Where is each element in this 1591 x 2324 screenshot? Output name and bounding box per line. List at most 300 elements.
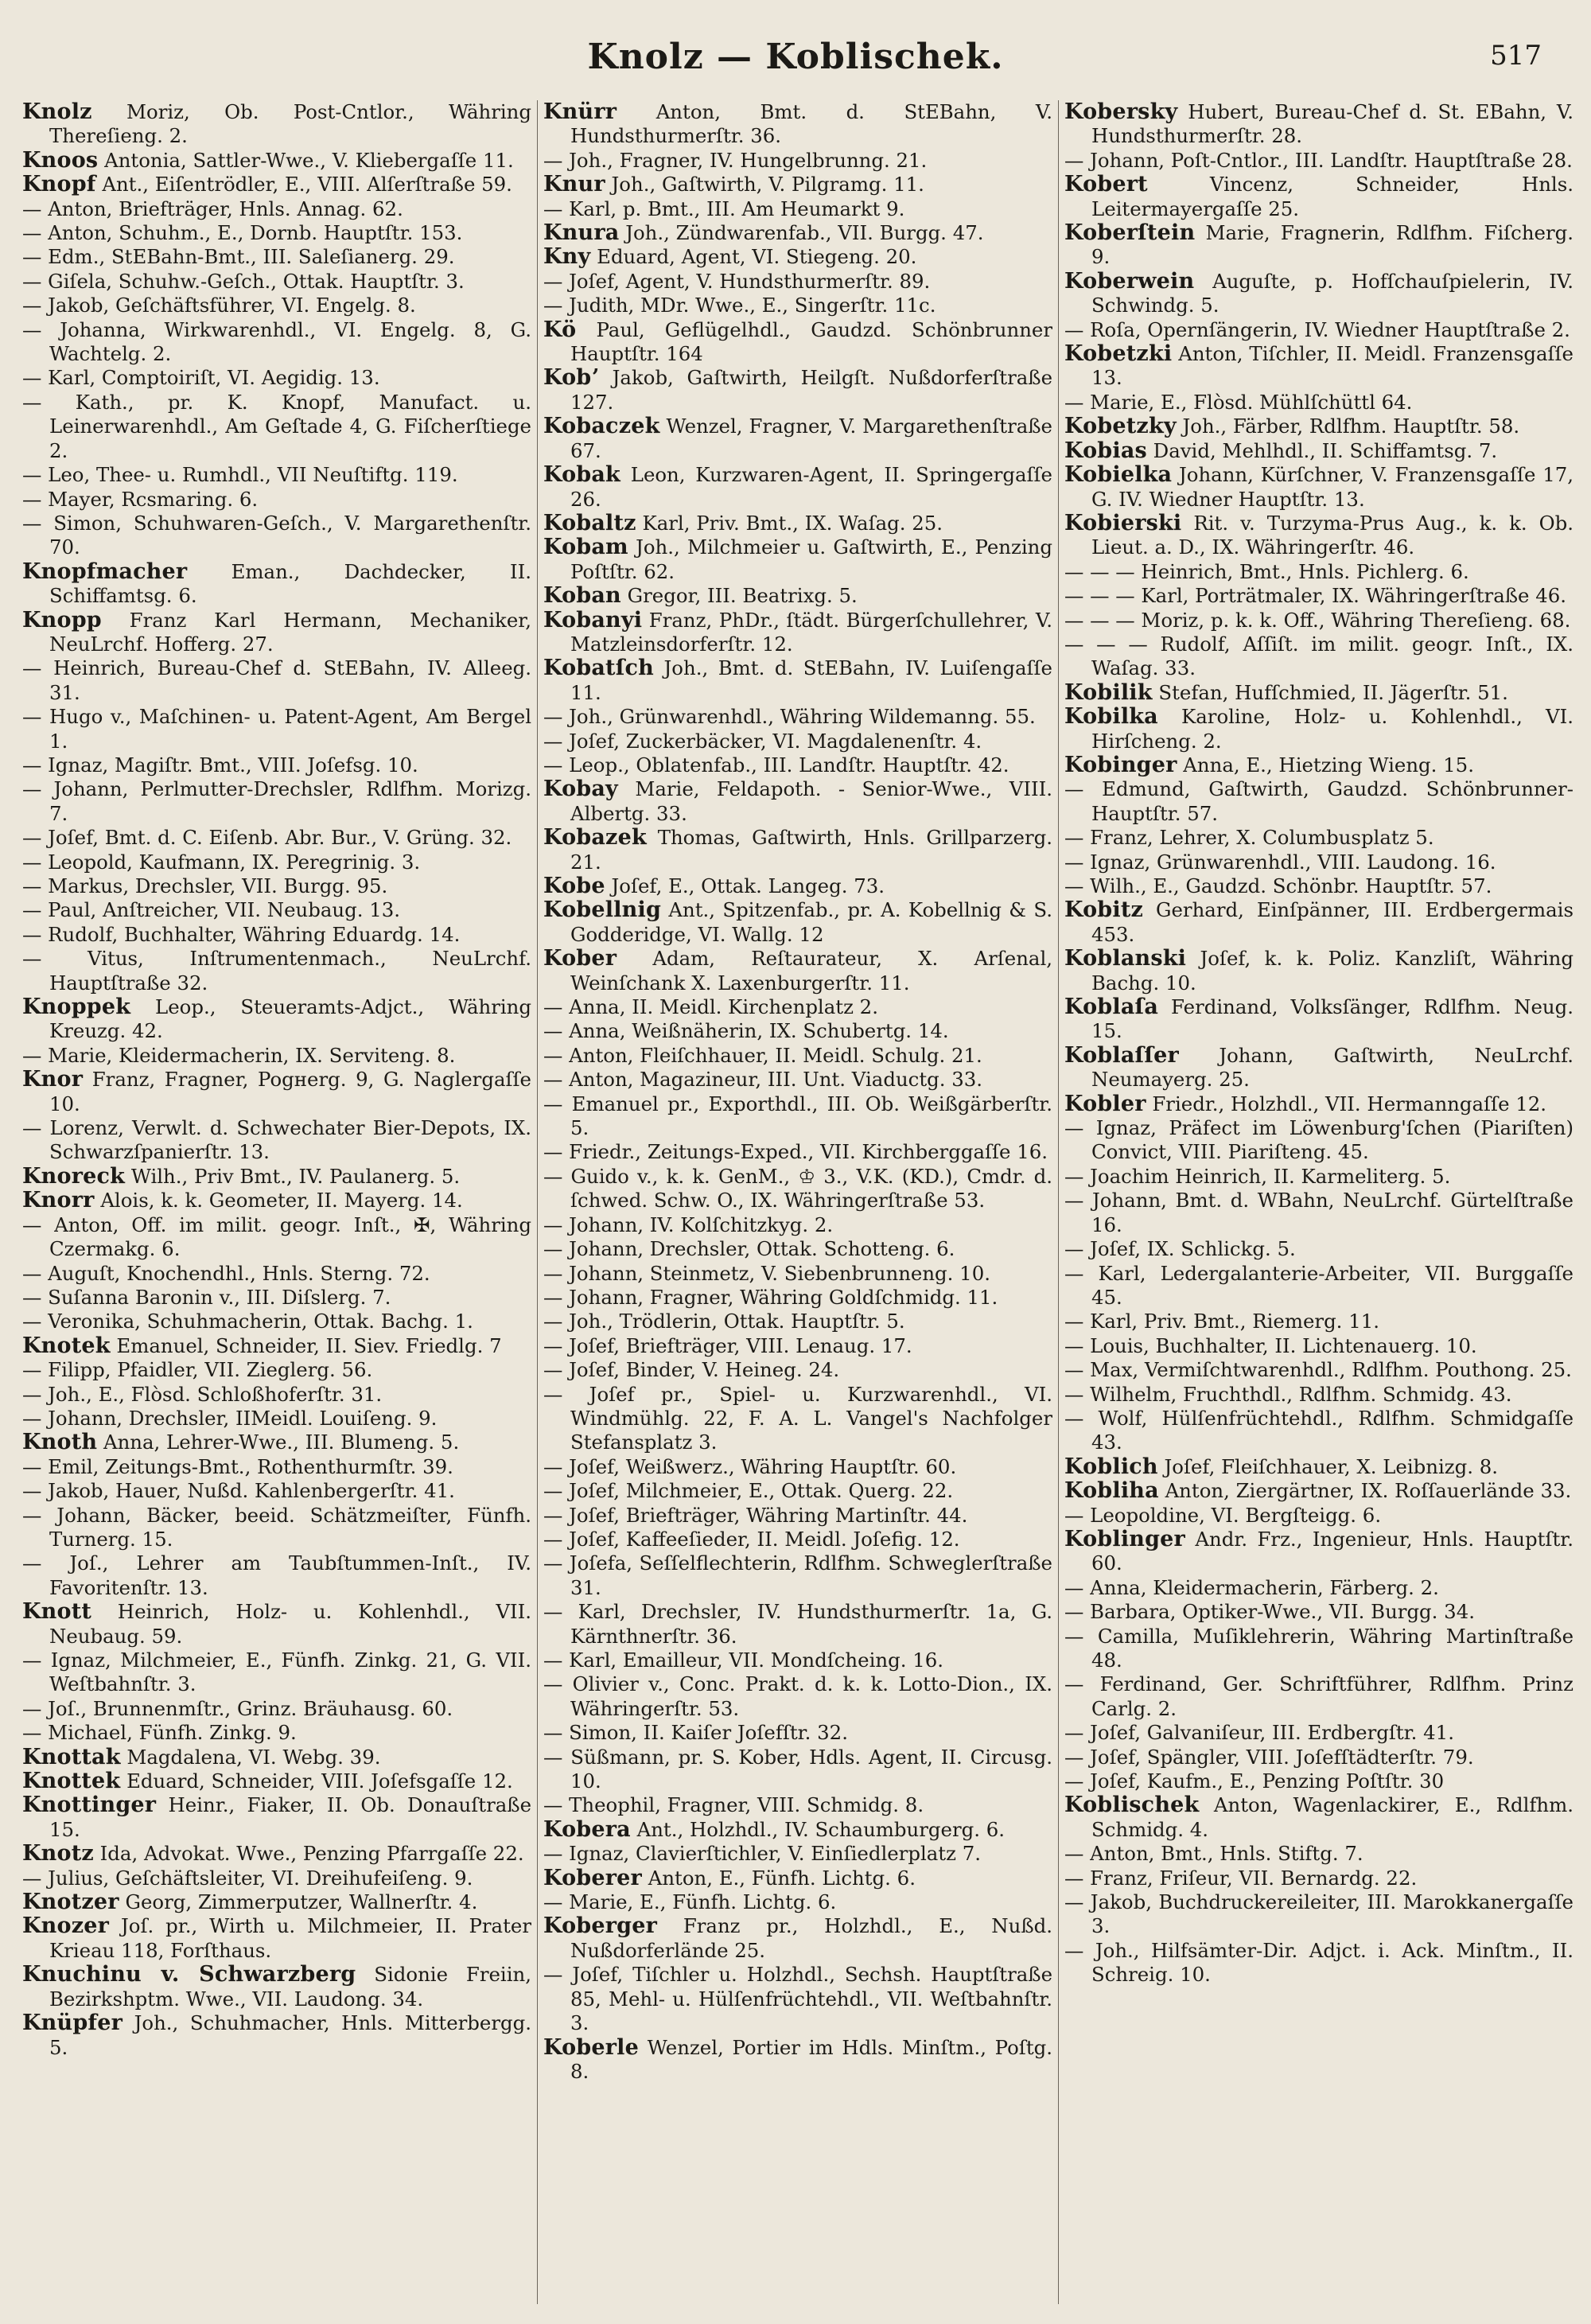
entry-details: — Jakob, Hauer, Nußd. Kahlenbergerſtr. 41. xyxy=(22,1479,455,1503)
entry-surname: Koblaſa xyxy=(1064,995,1159,1020)
directory-entry xyxy=(22,245,531,269)
entry-details: — Leopoldine, VI. Bergſteigg. 6. xyxy=(1064,1503,1382,1527)
entry-details: — Joſef pr., Spiel- u. Kurzwarenhdl., VI. Windmühlg. 22, F. A. L. Vangel's Nachfolger Stefansplatz 3. xyxy=(543,1382,1052,1454)
directory-entry xyxy=(22,1286,531,1310)
directory-entry xyxy=(22,1189,531,1213)
directory-entry xyxy=(543,777,1052,826)
entry-surname: Knor xyxy=(22,1067,84,1092)
directory-entry xyxy=(22,753,531,777)
directory-entry xyxy=(22,1358,531,1382)
directory-entry xyxy=(22,463,531,487)
entry-surname: Kobilka xyxy=(1064,704,1158,730)
entry-details: Gerhard, Einſpänner, III. Erdbergermais 453. xyxy=(1091,898,1573,946)
entry-details: — Veronika, Schuhmacherin, Ottak. Bachg. 1. xyxy=(22,1310,473,1333)
entry-details: Ant., Holzhdl., IV. Schaumburgerg. 6. xyxy=(630,1817,1006,1841)
directory-entry xyxy=(1064,1842,1573,1866)
directory-entry xyxy=(1064,826,1573,850)
directory-entry xyxy=(1064,874,1573,898)
directory-entry xyxy=(22,1890,531,1914)
entry-details: — Julius, Geſchäftsleiter, VI. Dreihufeiſeng. 9. xyxy=(22,1866,473,1890)
entry-details: — Wolf, Hülſenfrüchtehdl., Rdlfhm. Schmidgaſſe 43. xyxy=(1064,1406,1573,1454)
directory-entry xyxy=(1064,318,1573,342)
directory-entry xyxy=(1064,415,1573,438)
entry-surname: Kobanyi xyxy=(543,607,643,633)
entry-details: — Joſef, Kaffeeſieder, II. Meidl. Joſefig. 12. xyxy=(543,1527,960,1551)
directory-entry xyxy=(543,1963,1052,2035)
directory-entry xyxy=(1064,1721,1573,1745)
directory-entry xyxy=(543,874,1052,898)
entry-surname: Knüpfer xyxy=(22,2011,123,2036)
entry-details: — Joſef, Zuckerbäcker, VI. Magdalenenſtr. 4. xyxy=(543,729,982,753)
directory-entry xyxy=(1064,463,1573,512)
directory-entry xyxy=(22,1213,531,1262)
directory-entry xyxy=(22,656,531,705)
entry-details: — Anton, Bmt., Hnls. Stiftg. 7. xyxy=(1064,1842,1363,1866)
directory-entry xyxy=(543,1334,1052,1358)
entry-surname: Kobak xyxy=(543,462,620,488)
entry-details: — Anna, Kleidermacherin, Färberg. 2. xyxy=(1064,1575,1439,1599)
directory-entry xyxy=(543,995,1052,1019)
entry-details: Vincenz, Schneider, Hnls. Leitermayergaſſe 25. xyxy=(1091,173,1573,220)
directory-entry xyxy=(543,173,1052,197)
directory-entry xyxy=(22,923,531,947)
directory-entry xyxy=(1064,1528,1573,1576)
page-number: 517 xyxy=(1490,40,1542,72)
entry-surname: Knotz xyxy=(22,1841,94,1867)
entry-details: — Max, Vermiſchtwarenhdl., Rdlfhm. Pouthong. 25. xyxy=(1064,1358,1572,1382)
entry-details: Joſef, E., Ottak. Langeg. 73. xyxy=(605,874,885,897)
entry-details: — Roſa, Opernſängerin, IV. Wiedner Hauptſtraße 2. xyxy=(1064,317,1570,341)
directory-entry xyxy=(1064,753,1573,777)
column-right xyxy=(1064,100,1573,2304)
entry-details: — Joſef, Galvaniſeur, III. Erdbergſtr. 41. xyxy=(1064,1721,1454,1745)
entry-surname: Knozer xyxy=(22,1913,110,1939)
entry-details: Joh., Gaſtwirth, V. Pilgramg. 11. xyxy=(605,173,924,197)
entry-details: Friedr., Holzhdl., VII. Hermanngaſſe 12. xyxy=(1146,1092,1547,1115)
entry-surname: Koberer xyxy=(543,1865,642,1890)
entry-details: — Barbara, Optiker-Wwe., VII. Burgg. 34. xyxy=(1064,1600,1475,1624)
entry-details: Stefan, Hufſchmied, II. Jägerſtr. 51. xyxy=(1152,680,1508,704)
entry-details: Joſef, k. k. Poliz. Kanzliſt, Währing Bachg. 10. xyxy=(1091,947,1573,995)
directory-entry xyxy=(22,705,531,753)
entry-details: Eduard, Agent, VI. Stiegeng. 20. xyxy=(590,245,917,269)
entry-surname: Knuchinu v. Schwarzberg xyxy=(22,1962,356,1987)
entry-details: — Heinrich, Bureau-Chef d. StEBahn, IV. Alleeg. 31. xyxy=(22,656,531,704)
entry-details: Ida, Advokat. Wwe., Penzing Pfarrgaſſe 22. xyxy=(93,1842,524,1866)
entry-details: — Leop., Oblatenfab., III. Landſtr. Hauptſtr. 42. xyxy=(543,753,1009,777)
entry-details: — Anna, II. Meidl. Kirchenplatz 2. xyxy=(543,995,878,1019)
directory-entry xyxy=(1064,1044,1573,1092)
entry-details: Leop., Steueramts-Adjct., Währing Kreuzg. 42. xyxy=(49,995,531,1043)
entry-details: Joſ. pr., Wirth u. Milchmeier, II. Prater Krieau 118, Forſthaus. xyxy=(49,1914,531,1962)
entry-details: — Johann, Bäcker, beeid. Schätzmeiſter, Fünfh. Turnerg. 15. xyxy=(22,1503,531,1551)
entry-details: Sidonie Freiin, Bezirkshptm. Wwe., VII. Laudong. 34. xyxy=(49,1963,531,2011)
directory-entry xyxy=(22,1551,531,1600)
directory-entry xyxy=(1064,1504,1573,1528)
directory-entry xyxy=(22,1383,531,1407)
entry-details: — Karl, Priv. Bmt., Riemerg. 11. xyxy=(1064,1310,1379,1333)
directory-entry xyxy=(1064,705,1573,753)
directory-entry xyxy=(22,947,531,995)
column-divider xyxy=(1058,100,1059,2304)
entry-surname: Koblanski xyxy=(1064,946,1187,971)
directory-entry xyxy=(543,318,1052,367)
entry-details: Eduard, Schneider, VIII. Joſefsgaſſe 12. xyxy=(120,1769,513,1793)
entry-surname: Knottak xyxy=(22,1744,121,1769)
directory-entry xyxy=(543,294,1052,317)
directory-entry xyxy=(1064,1116,1573,1165)
entry-details: Heinr., Fiaker, II. Ob. Donauſtraße 15. xyxy=(49,1793,531,1841)
directory-entry xyxy=(543,1672,1052,1721)
directory-entry xyxy=(22,1842,531,1866)
directory-entry xyxy=(22,2011,531,2060)
directory-entry xyxy=(22,1407,531,1431)
entry-details: — Leo, Thee- u. Rumhdl., VII Neuſtiftg. 119. xyxy=(22,463,458,487)
entry-details: — Emanuel pr., Exporthdl., III. Ob. Weißgärberſtr. 5. xyxy=(543,1092,1052,1140)
directory-entry xyxy=(22,874,531,898)
directory-entry xyxy=(22,512,531,560)
entry-details: Anton, Bmt. d. StEBahn, V. Hundsthurmerſtr. 36. xyxy=(570,100,1052,148)
directory-entry xyxy=(1064,1455,1573,1479)
entry-details: Anton, E., Fünfh. Lichtg. 6. xyxy=(641,1866,916,1890)
entry-surname: Kobellnig xyxy=(543,897,662,923)
entry-surname: Kobitz xyxy=(1064,897,1144,923)
entry-details: Eman., Dachdecker, II. Schiffamtsg. 6. xyxy=(49,559,531,608)
directory-entry xyxy=(22,1793,531,1842)
directory-entry xyxy=(1064,1600,1573,1624)
entry-details: Heinrich, Holz- u. Kohlenhdl., VII. Neubaug. 59. xyxy=(49,1600,531,1648)
entry-details: Joſef, Fleiſchhauer, X. Leibnizg. 8. xyxy=(1157,1454,1498,1478)
directory-entry xyxy=(543,415,1052,463)
entry-surname: Koban xyxy=(543,583,621,609)
entry-surname: Kobaczek xyxy=(543,414,660,439)
entry-surname: Knürr xyxy=(543,100,617,124)
entry-surname: Knotek xyxy=(22,1333,111,1358)
directory-entry xyxy=(543,1528,1052,1551)
entry-details: Franz pr., Holzhdl., E., Nußd. Nußdorferlände 25. xyxy=(570,1914,1052,1962)
directory-entry xyxy=(1064,1479,1573,1503)
entry-details: Magdalena, VI. Webg. 39. xyxy=(120,1745,381,1769)
directory-entry xyxy=(1064,1358,1573,1382)
entry-details: — Louis, Buchhalter, II. Lichtenauerg. 10. xyxy=(1064,1333,1477,1357)
entry-details: — — — Karl, Porträtmaler, IX. Währingerſtraße 46. xyxy=(1064,584,1566,608)
entry-details: — Emil, Zeitungs-Bmt., Rothenthurmſtr. 39. xyxy=(22,1454,453,1478)
directory-entry xyxy=(543,1504,1052,1528)
directory-entry xyxy=(543,1019,1052,1043)
entry-surname: Kobʼ xyxy=(543,365,599,391)
directory-entry xyxy=(543,535,1052,584)
entry-surname: Kobam xyxy=(543,535,628,560)
entry-surname: Kny xyxy=(543,244,591,270)
entry-details: — Ignaz, Milchmeier, E., Fünfh. Zinkg. 21, G. VII. Weſtbahnſtr. 3. xyxy=(22,1649,531,1696)
entry-surname: Kobert xyxy=(1064,172,1148,197)
entry-details: Georg, Zimmerputzer, Wallnerſtr. 4. xyxy=(119,1890,478,1914)
entry-details: Ant., Spitzenfab., pr. A. Kobellnig & S. Godderidge, VI. Wallg. 12 xyxy=(570,898,1052,946)
entry-details: — Anton, Off. im milit. geogr. Inſt., ✠, Währing Czermakg. 6. xyxy=(22,1213,531,1261)
directory-entry xyxy=(1064,947,1573,995)
directory-entry xyxy=(22,318,531,367)
directory-entry xyxy=(22,851,531,874)
entry-details: — Franz, Lehrer, X. Columbusplatz 5. xyxy=(1064,826,1434,850)
entry-details: — Johann, Fragner, Währing Goldſchmidg. 11. xyxy=(543,1285,998,1309)
directory-entry xyxy=(22,609,531,657)
entry-surname: Knoos xyxy=(22,147,99,173)
entry-surname: Kobetzky xyxy=(1064,414,1177,439)
directory-entry xyxy=(543,366,1052,415)
directory-entry xyxy=(22,995,531,1044)
entry-details: — Simon, Schuhwaren-Geſch., V. Margarethenſtr. 70. xyxy=(22,511,531,559)
entry-details: — Mayer, Rcsmaring. 6. xyxy=(22,487,259,511)
entry-details: Anton, Wagenlackirer, E., Rdlfhm. Schmidg. 4. xyxy=(1091,1793,1573,1841)
entry-details: — Ignaz, Präfect im Löwenburg'ſchen (Piariſten) Convict, VIII. Piariſteng. 45. xyxy=(1064,1116,1573,1164)
entry-surname: Koblischek xyxy=(1064,1793,1200,1818)
directory-entry xyxy=(22,777,531,826)
directory-entry xyxy=(1064,584,1573,608)
directory-entry xyxy=(22,1165,531,1189)
directory-entry xyxy=(1064,1092,1573,1116)
directory-entry xyxy=(22,221,531,245)
directory-entry xyxy=(543,1890,1052,1914)
entry-details: — Ignaz, Magiſtr. Bmt., VIII. Joſefsg. 10. xyxy=(22,753,418,777)
entry-details: Joh., Schuhmacher, Hnls. Mitterbergg. 5. xyxy=(49,2011,531,2059)
directory-entry xyxy=(22,1262,531,1286)
directory-entry xyxy=(543,2036,1052,2085)
directory-entry xyxy=(22,270,531,294)
entry-details: Moriz, Ob. Post-Cntlor., Währing Thereſieng. 2. xyxy=(49,100,531,148)
entry-surname: Kobler xyxy=(1064,1091,1146,1116)
entry-details: — Karl, Drechsler, IV. Hundsthurmerſtr. 1a, G. Kärnthnerſtr. 36. xyxy=(543,1600,1052,1648)
entry-details: — Joſef, Tiſchler u. Holzhdl., Sechsh. Hauptſtraße 85, Mehl- u. Hülſenfrüchtehdl., VII. Weſtbahnſtr. 3. xyxy=(543,1963,1052,2035)
entry-details: — Wilhelm, Fruchthdl., Rdlfhm. Schmidg. 43. xyxy=(1064,1382,1512,1406)
entry-surname: Kobinger xyxy=(1064,752,1177,777)
entry-surname: Knur xyxy=(543,172,605,197)
directory-entry xyxy=(543,197,1052,221)
directory-entry xyxy=(1064,1867,1573,1890)
entry-surname: Knott xyxy=(22,1599,92,1625)
directory-entry xyxy=(1064,391,1573,415)
entry-details: — Leopold, Kaufmann, IX. Peregrinig. 3. xyxy=(22,850,421,874)
column-divider xyxy=(537,100,538,2304)
entry-details: — Ignaz, Clavierſtichler, V. Einſiedlerplatz 7. xyxy=(543,1842,981,1866)
entry-details: Joh., Färber, Rdlfhm. Hauptſtr. 58. xyxy=(1176,415,1520,438)
directory-entry xyxy=(22,100,531,149)
entry-details: — Johanna, Wirkwarenhdl., VI. Engelg. 8, G. Wachtelg. 2. xyxy=(22,317,531,366)
entry-details: — Joh., Hilfsämter-Dir. Adjct. i. Ack. Minſtm., II. Schreig. 10. xyxy=(1064,1938,1573,1987)
entry-surname: Knottinger xyxy=(22,1793,157,1818)
directory-entry xyxy=(1064,1939,1573,1987)
directory-entry xyxy=(22,391,531,463)
entry-surname: Knoreck xyxy=(22,1163,126,1189)
directory-entry xyxy=(1064,609,1573,633)
directory-entry xyxy=(22,366,531,390)
directory-entry xyxy=(22,1334,531,1358)
directory-entry xyxy=(1064,1237,1573,1261)
directory-entry xyxy=(1064,270,1573,318)
entry-details: — Joſef, Kaufm., E., Penzing Poſtſtr. 30 xyxy=(1064,1769,1445,1793)
entry-details: — Karl, Ledergalanterie-Arbeiter, VII. Burggaſſe 45. xyxy=(1064,1261,1573,1309)
entry-details: — Marie, E., Flòsd. Mühlſchüttl 64. xyxy=(1064,390,1413,414)
entry-surname: Koblinger xyxy=(1064,1526,1185,1551)
entry-details: — Joh., Fragner, IV. Hungelbrunng. 21. xyxy=(543,148,928,172)
directory-entry xyxy=(22,1310,531,1333)
directory-entry xyxy=(22,149,531,173)
directory-entry xyxy=(22,1649,531,1697)
entry-surname: Kobierski xyxy=(1064,510,1182,535)
directory-entry xyxy=(1064,1769,1573,1793)
entry-details: — Johann, IV. Kolſchitzkyg. 2. xyxy=(543,1213,834,1236)
entry-details: — Anton, Schuhm., E., Dornb. Hauptſtr. 153. xyxy=(22,221,463,245)
entry-details: — Lorenz, Verwlt. d. Schwechater Bier-Depots, IX. Schwarzſpanierſtr. 13. xyxy=(22,1116,531,1164)
directory-entry xyxy=(22,173,531,197)
directory-entry xyxy=(22,197,531,221)
entry-details: Joh., Bmt. d. StEBahn, IV. Luiſengaſſe 11. xyxy=(570,656,1052,704)
directory-entry xyxy=(22,1455,531,1479)
directory-entry xyxy=(543,221,1052,245)
directory-entry xyxy=(543,149,1052,173)
entry-details: — Süßmann, pr. S. Kober, Hdls. Agent, II. Circusg. 10. xyxy=(543,1745,1052,1793)
entry-details: — Jakob, Buchdruckereileiter, III. Marokkanergaſſe 3. xyxy=(1064,1890,1573,1938)
entry-surname: Koberwein xyxy=(1064,268,1195,294)
entry-details: — — — Heinrich, Bmt., Hnls. Pichlerg. 6. xyxy=(1064,559,1469,583)
entry-details: — Michael, Fünfh. Zinkg. 9. xyxy=(22,1721,297,1745)
entry-surname: Knopfmacher xyxy=(22,559,188,584)
directory-entry xyxy=(1064,898,1573,947)
entry-details: — Franz, Friſeur, VII. Bernardg. 22. xyxy=(1064,1866,1418,1890)
entry-details: Ant., Eiſentrödler, E., VIII. Alſerſtraße 59. xyxy=(95,173,512,197)
entry-details: — Auguſt, Knochendhl., Hnls. Sterng. 72. xyxy=(22,1261,430,1285)
entry-details: Wenzel, Fragner, V. Margarethenſtraße 67. xyxy=(570,415,1052,462)
entry-details: David, Mehlhdl., II. Schiffamtsg. 7. xyxy=(1146,438,1498,462)
entry-details: — Vitus, Inſtrumentenmach., NeuLrchf. Hauptſtraße 32. xyxy=(22,947,531,995)
directory-entry xyxy=(1064,173,1573,221)
entry-details: — Ferdinand, Ger. Schriftführer, Rdlfhm. Prinz Carlg. 2. xyxy=(1064,1672,1573,1720)
entry-surname: Koberger xyxy=(543,1913,658,1939)
directory-entry xyxy=(1064,1576,1573,1600)
entry-details: Marie, Feldapoth. - Senior-Wwe., VIII. Albertg. 33. xyxy=(570,777,1052,825)
directory-entry xyxy=(543,1793,1052,1817)
entry-details: — Giſela, Schuhw.-Geſch., Ottak. Hauptſtr. 3. xyxy=(22,269,465,293)
entry-details: — Johann, Drechsler, IIMeidl. Louiſeng. 9. xyxy=(22,1406,438,1430)
directory-entry xyxy=(22,1914,531,1963)
directory-entry xyxy=(1064,1746,1573,1769)
directory-entry xyxy=(543,898,1052,947)
directory-entry xyxy=(543,270,1052,294)
entry-details: — Guido v., k. k. GenM., ♔ 3., V.K. (KD.), Cmdr. d. ſchwed. Schw. O., IX. Währingerſtraße 53. xyxy=(543,1164,1052,1213)
entry-surname: Kobazek xyxy=(543,825,647,851)
entry-details: — Joſef, Binder, V. Heineg. 24. xyxy=(543,1358,840,1382)
entry-details: Gregor, III. Beatrixg. 5. xyxy=(620,584,858,608)
entry-surname: Knopp xyxy=(22,607,102,633)
entry-details: — Joh., E., Flòsd. Schloßhoferſtr. 31. xyxy=(22,1382,383,1406)
entry-surname: Kobetzki xyxy=(1064,341,1173,367)
directory-entry xyxy=(1064,221,1573,270)
entry-surname: Kobay xyxy=(543,777,618,802)
entry-details: — Karl, p. Bmt., III. Am Heumarkt 9. xyxy=(543,197,905,220)
directory-entry xyxy=(543,1068,1052,1092)
entry-details: Thomas, Gaſtwirth, Hnls. Grillparzerg. 21. xyxy=(570,826,1052,874)
directory-entry xyxy=(22,898,531,922)
entry-details: — Joſef, Milchmeier, E., Ottak. Querg. 22. xyxy=(543,1479,954,1503)
entry-details: — Judith, MDr. Wwe., E., Singerſtr. 11c. xyxy=(543,294,936,317)
entry-surname: Knoppek xyxy=(22,995,131,1020)
directory-entry xyxy=(1064,1672,1573,1721)
directory-entry xyxy=(543,705,1052,729)
entry-details: — Karl, Comptoiriſt, VI. Aegidig. 13. xyxy=(22,366,380,390)
entry-details: — Anton, Fleiſchhauer, II. Meidl. Schulg. 21. xyxy=(543,1043,982,1067)
directory-entry xyxy=(1064,1334,1573,1358)
directory-entry xyxy=(1064,633,1573,681)
entry-details: — Paul, Anſtreicher, VII. Neubaug. 13. xyxy=(22,898,400,922)
column-middle xyxy=(543,100,1052,2304)
entry-details: Karl, Priv. Bmt., IX. Waſag. 25. xyxy=(636,511,943,535)
entry-details: Joh., Milchmeier u. Gaſtwirth, E., Penzing Poſtſtr. 62. xyxy=(570,535,1052,583)
entry-details: — Joachim Heinrich, II. Karmeliterg. 5. xyxy=(1064,1164,1451,1188)
entry-details: — Joſefa, Seſſelflechterin, Rdlfhm. Schweglerſtraße 31. xyxy=(543,1551,1052,1599)
entry-details: — Markus, Drechsler, VII. Burgg. 95. xyxy=(22,874,388,897)
directory-entry xyxy=(22,1697,531,1721)
entry-surname: Kober xyxy=(543,946,617,971)
entry-surname: Kobe xyxy=(543,874,605,898)
entry-details: Emanuel, Schneider, II. Siev. Friedlg. 7 xyxy=(110,1333,502,1357)
directory-entry xyxy=(543,1867,1052,1890)
entry-details: Ferdinand, Volksſänger, Rdlfhm. Neug. 15. xyxy=(1091,995,1573,1043)
entry-details: — Joh., Grünwarenhdl., Währing Wildemanng. 55. xyxy=(543,705,1036,729)
entry-surname: Kö xyxy=(543,317,577,342)
directory-entry xyxy=(22,1431,531,1454)
directory-entry xyxy=(22,826,531,850)
entry-details: Anton, Tiſchler, II. Meidl. Franzensgaſſe 13. xyxy=(1091,342,1573,390)
directory-entry xyxy=(543,1383,1052,1455)
entry-details: Joh., Zündwarenfab., VII. Burgg. 47. xyxy=(619,221,984,245)
directory-entry xyxy=(543,1237,1052,1261)
entry-details: — Anton, Magazineur, III. Unt. Viaductg. 33. xyxy=(543,1068,983,1092)
entry-surname: Knolz xyxy=(22,100,92,124)
directory-entry xyxy=(543,730,1052,753)
entry-details: — Ignaz, Grünwarenhdl., VIII. Laudong. 16. xyxy=(1064,850,1496,874)
entry-details: — Filipp, Pfaidler, VII. Zieglerg. 56. xyxy=(22,1358,373,1382)
directory-entry xyxy=(543,1140,1052,1164)
entry-details: — Jakob, Geſchäftsführer, VI. Engelg. 8. xyxy=(22,294,416,317)
entry-details: Anton, Ziergärtner, IX. Roſſauerlände 33. xyxy=(1158,1479,1572,1503)
entry-details: — — — Moriz, p. k. k. Off., Währing Thereſieng. 68. xyxy=(1064,608,1571,632)
entry-details: — Johann, Steinmetz, V. Siebenbrunneng. 10. xyxy=(543,1261,990,1285)
directory-entry xyxy=(22,488,531,512)
entry-details: — Joſef, Briefträger, Währing Martinſtr. 44. xyxy=(543,1503,968,1527)
entry-details: Antonia, Sattler-Wwe., V. Kliebergaſſe 11. xyxy=(98,148,514,172)
directory-entry xyxy=(1064,1383,1573,1407)
entry-surname: Knottek xyxy=(22,1769,121,1794)
column-left xyxy=(22,100,531,2304)
page-header xyxy=(0,33,1591,89)
directory-columns xyxy=(22,100,1572,2304)
entry-details: — Johann, Drechsler, Ottak. Schotteng. 6. xyxy=(543,1237,955,1261)
entry-surname: Koblich xyxy=(1064,1454,1158,1479)
directory-entry xyxy=(543,1286,1052,1310)
directory-entry xyxy=(543,1746,1052,1794)
directory-entry xyxy=(1064,1165,1573,1189)
directory-entry xyxy=(1064,149,1573,173)
entry-details: Andr. Frz., Ingenieur, Hnls. Hauptſtr. 60. xyxy=(1091,1527,1573,1575)
entry-details: — Kath., pr. K. Knopf, Manufact. u. Leinerwarenhdl., Am Geſtade 4, G. Fiſcherſtiege 2. xyxy=(22,390,531,462)
directory-entry xyxy=(1064,1262,1573,1310)
entry-details: — Karl, Emailleur, VII. Mondſcheing. 16. xyxy=(543,1649,943,1672)
entry-details: Jakob, Gaſtwirth, Heilgſt. Nußdorferſtraße 127. xyxy=(570,366,1052,414)
entry-surname: Kobera xyxy=(543,1816,631,1842)
directory-entry xyxy=(22,1479,531,1503)
directory-entry xyxy=(1064,851,1573,874)
entry-details: — Anton, Briefträger, Hnls. Annag. 62. xyxy=(22,197,403,220)
entry-details: — Rudolf, Buchhalter, Währing Eduardg. 14. xyxy=(22,922,461,946)
